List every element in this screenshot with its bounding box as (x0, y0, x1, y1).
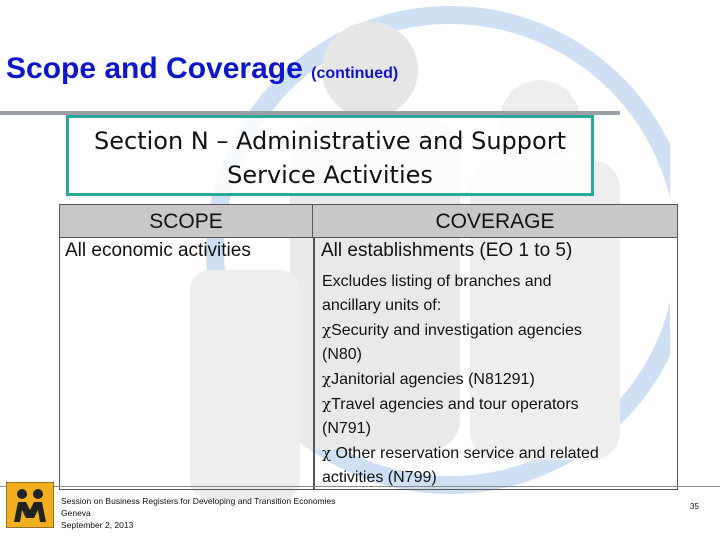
coverage-note-item (322, 441, 672, 466)
chi-bullet-icon: χ (322, 370, 332, 388)
section-heading-line2: Service Activities (227, 161, 433, 189)
coverage-note: ancillary units of: (322, 297, 442, 314)
coverage-note-item (322, 318, 672, 343)
coverage-main-value: All establishments (EO 1 to 5) (321, 240, 573, 261)
chi-bullet-icon: χ (322, 444, 332, 462)
slide-title (6, 52, 398, 86)
slide-title-suffix: (continued) (311, 65, 399, 82)
footer-location: Geneva (61, 508, 91, 518)
coverage-notes (322, 270, 672, 490)
coverage-note-item (322, 392, 672, 417)
coverage-note: (N80) (322, 346, 363, 363)
coverage-note: Excludes listing of branches and (322, 273, 552, 290)
coverage-note-item (322, 367, 672, 392)
coverage-note-text: Travel agencies and tour operators (331, 396, 579, 413)
section-heading-box (66, 115, 594, 196)
footer-text (61, 495, 336, 531)
scope-value: All economic activities (65, 240, 251, 261)
footer-divider (0, 486, 720, 487)
table-header-scope: SCOPE (60, 205, 313, 238)
column-divider (313, 238, 315, 489)
table-header-coverage: COVERAGE (313, 205, 677, 238)
coverage-note-text: Janitorial agencies (N81291) (331, 371, 535, 388)
coverage-note-text: Security and investigation agencies (331, 322, 582, 339)
chi-bullet-icon: χ (322, 321, 332, 339)
footer-session: Session on Business Registers for Developing and Transition Economies (61, 496, 336, 506)
coverage-note-text: Other reservation service and related (331, 445, 599, 462)
footer-date: September 2, 2013 (61, 520, 134, 530)
slide-title-main: Scope and Coverage (6, 52, 303, 85)
section-heading-line1: Section N – Administrative and Support (94, 127, 566, 155)
people-logo-icon (6, 482, 54, 528)
chi-bullet-icon: χ (322, 395, 332, 413)
page-number: 35 (690, 502, 699, 511)
coverage-note: (N791) (322, 420, 371, 437)
coverage-note: activities (N799) (322, 469, 437, 486)
